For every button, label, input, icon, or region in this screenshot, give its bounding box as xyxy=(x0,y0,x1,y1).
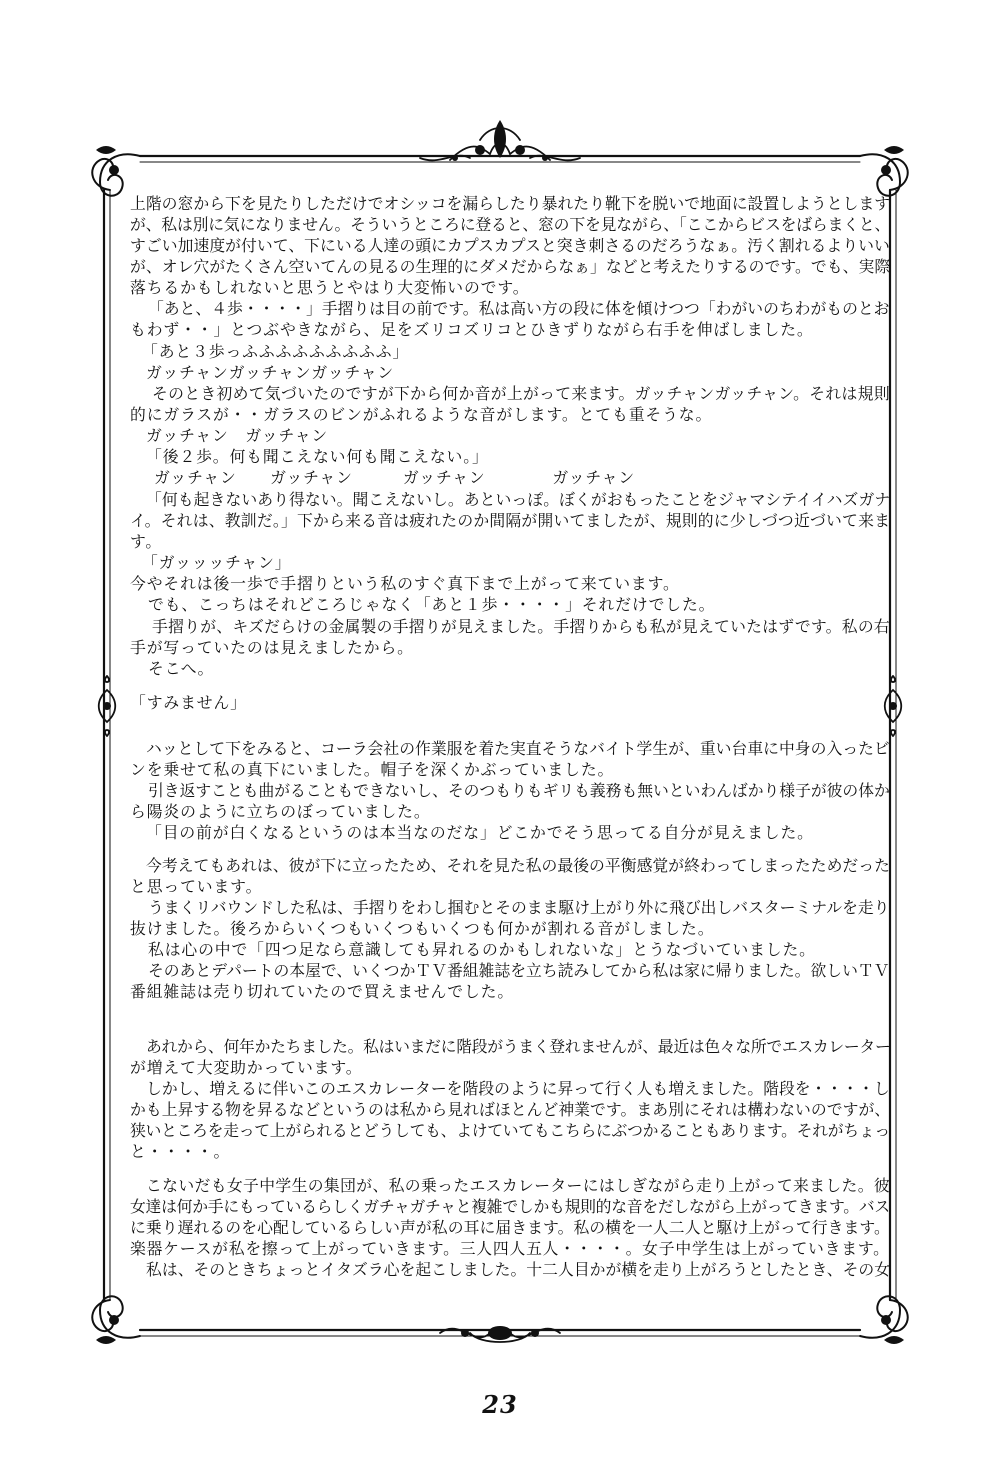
body-line: うまくリバウンドした私は、手摺りをわし掴むとそのまま駆け上がり外に飛び出しバスターミナルを走り xyxy=(148,898,890,917)
body-line: に乗り遅れるのを心配しているらしい声が私の耳に届きます。私の横を一人二人と駆け上がって行きます。 xyxy=(130,1218,890,1237)
body-line: こないだも女子中学生の集団が、私の乗ったエスカレーターにはしぎながら走り上がって来ました。彼 xyxy=(146,1176,891,1195)
body-line: もわず・・」とつぶやきながら、足をズリコズリコとひきずりながら右手を伸ばしました。 xyxy=(130,320,814,339)
body-line: 今考えてもあれは、彼が下に立ったため、それを見た私の最後の平衡感覚が終わってしまったためだった xyxy=(146,856,890,875)
body-line: すごい加速度が付いて、下にいる人達の頭にカプスカプスと突き刺さるのだろうなぁ。汚く割れるよりいい xyxy=(130,236,890,255)
body-line: 私は、そのときちょっとイタズラ心を起こしました。十二人目かが横を走り上がろうとしたとき、その女 xyxy=(146,1260,891,1279)
body-line: 的にガラスが・・ガラスのビンがふれるような音がします。とても重そうな。 xyxy=(130,405,713,424)
body-line: 女達は何か手にもっているらしくガチャガチャと複雑でしかも規則的な音をだしながら上がってきます。バス xyxy=(130,1197,890,1216)
body-line: 「すみません」 xyxy=(130,693,247,712)
body-line: かも上昇する物を昇るなどというのは私から見ればほとんど神業です。まあ別にそれは構わないのですが、 xyxy=(130,1100,891,1119)
body-line: でも、こっちはそれどころじゃなく「あと１歩・・・・」それだけでした。 xyxy=(148,595,716,614)
body-line: 「目の前が白くなるというのは本当なのだな」どこかでそう思ってる自分が見えました。 xyxy=(146,823,814,842)
body-line: と思っています。 xyxy=(130,877,263,896)
body-line: ハッとして下をみると、コーラ会社の作業服を着た実直そうなバイト学生が、重い台車に中身の入ったビ xyxy=(146,739,890,758)
body-line: 手が写っていたのは見えましたから。 xyxy=(130,638,414,657)
body-line: 狭いところを走って上がられるとどうしても、よけていてもこちらにぶつかることもあります。それがちょっ xyxy=(130,1121,890,1140)
body-line: ンを乗せて私の真下にいました。帽子を深くかぶっていました。 xyxy=(130,760,615,779)
body-line: 番組雑誌は売り切れていたので買えませんでした。 xyxy=(130,982,515,1001)
body-line: 今やそれは後一歩で手摺りという私のすぐ真下まで上がって来ています。 xyxy=(130,574,680,593)
body-line: あれから、何年かたちました。私はいまだに階段がうまく登れませんが、最近は色々な所でエスカレーター xyxy=(146,1037,891,1056)
body-line: ガッチャン ガッチャン ガッチャン ガッチャン xyxy=(154,468,636,487)
body-line: 「あと、４歩・・・・」手摺りは目の前です。私は高い方の段に体を傾けつつ「わがいのちわがものとお xyxy=(148,299,890,318)
body-line: ガッチャン ガッチャン xyxy=(146,426,329,445)
body-line: 私は心の中で「四つ足なら意識しても昇れるのかもしれないな」とうなづいていました。 xyxy=(148,940,816,959)
body-line: 楽器ケースが私を擦って上がっていきます。三人四人五人・・・・。女子中学生は上がっていきます。 xyxy=(130,1239,890,1258)
body-line: 「何も起きないあり得ない。聞こえないし。あといっぽ。ぼくがおもったことをジャマシテイイハズガナ xyxy=(146,490,891,509)
body-line: そのとき初めて気づいたのですが下から何か音が上がって来ます。ガッチャンガッチャン。それは規則 xyxy=(152,384,890,403)
body-line: す。 xyxy=(130,532,163,551)
body-line: 落ちるかもしれないと思うとやはり大変怖いのです。 xyxy=(130,278,530,297)
body-line: 「あと３歩っふふふふふふふふふ」 xyxy=(142,342,410,361)
body-line: が増えて大変助かっています。 xyxy=(130,1058,363,1077)
page-number: 23 xyxy=(482,1390,518,1419)
body-line: が、私は別に気になりません。そういうところに登ると、窓の下を見ながら、「ここからビスをばらまくと、 xyxy=(130,215,891,234)
body-line: イ。それは、教訓だ。」下から来る音は疲れたのか間隔が開いてましたが、規則的に少しづつ近づいて来ま xyxy=(130,511,891,530)
body-line: しかし、増えるに伴いこのエスカレーターを階段のように昇って行く人も増えました。階段を・・・・し xyxy=(146,1079,890,1098)
body-line: と・・・・。 xyxy=(130,1142,231,1161)
body-line: 抜けました。後ろからいくつもいくつもいくつも何かが割れる音がしました。 xyxy=(130,919,715,938)
body-line: が、オレ穴がたくさん空いてんの見るの生理的にダメだからなぁ」などと考えたりするのです。でも、実際 xyxy=(130,257,891,276)
body-line: ガッチャンガッチャンガッチャン xyxy=(146,363,395,382)
body-line: ら陽炎のように立ちのぼっていました。 xyxy=(130,802,431,821)
body-line: 上階の窓から下を見たりしただけでオシッコを漏らしたり暴れたり靴下を脱いで地面に設置しようとします xyxy=(130,194,891,213)
body-line: 「ガッッッチャン」 xyxy=(142,553,292,572)
body-line: そこへ。 xyxy=(148,659,215,678)
body-line: 「後２歩。何も聞こえない何も聞こえない。」 xyxy=(146,447,489,466)
body-line: 引き返すことも曲がることもできないし、そのつもりもギリも義務も無いといわんばかり様子が彼の体か xyxy=(148,781,890,800)
body-line: 手摺りが、キズだらけの金属製の手摺りが見えました。手摺りからも私が見えていたはずです。私の右 xyxy=(152,617,890,636)
body-line: そのあとデパートの本屋で、いくつかＴＶ番組雑誌を立ち読みしてから私は家に帰りました。欲しいＴＶ xyxy=(148,961,890,980)
